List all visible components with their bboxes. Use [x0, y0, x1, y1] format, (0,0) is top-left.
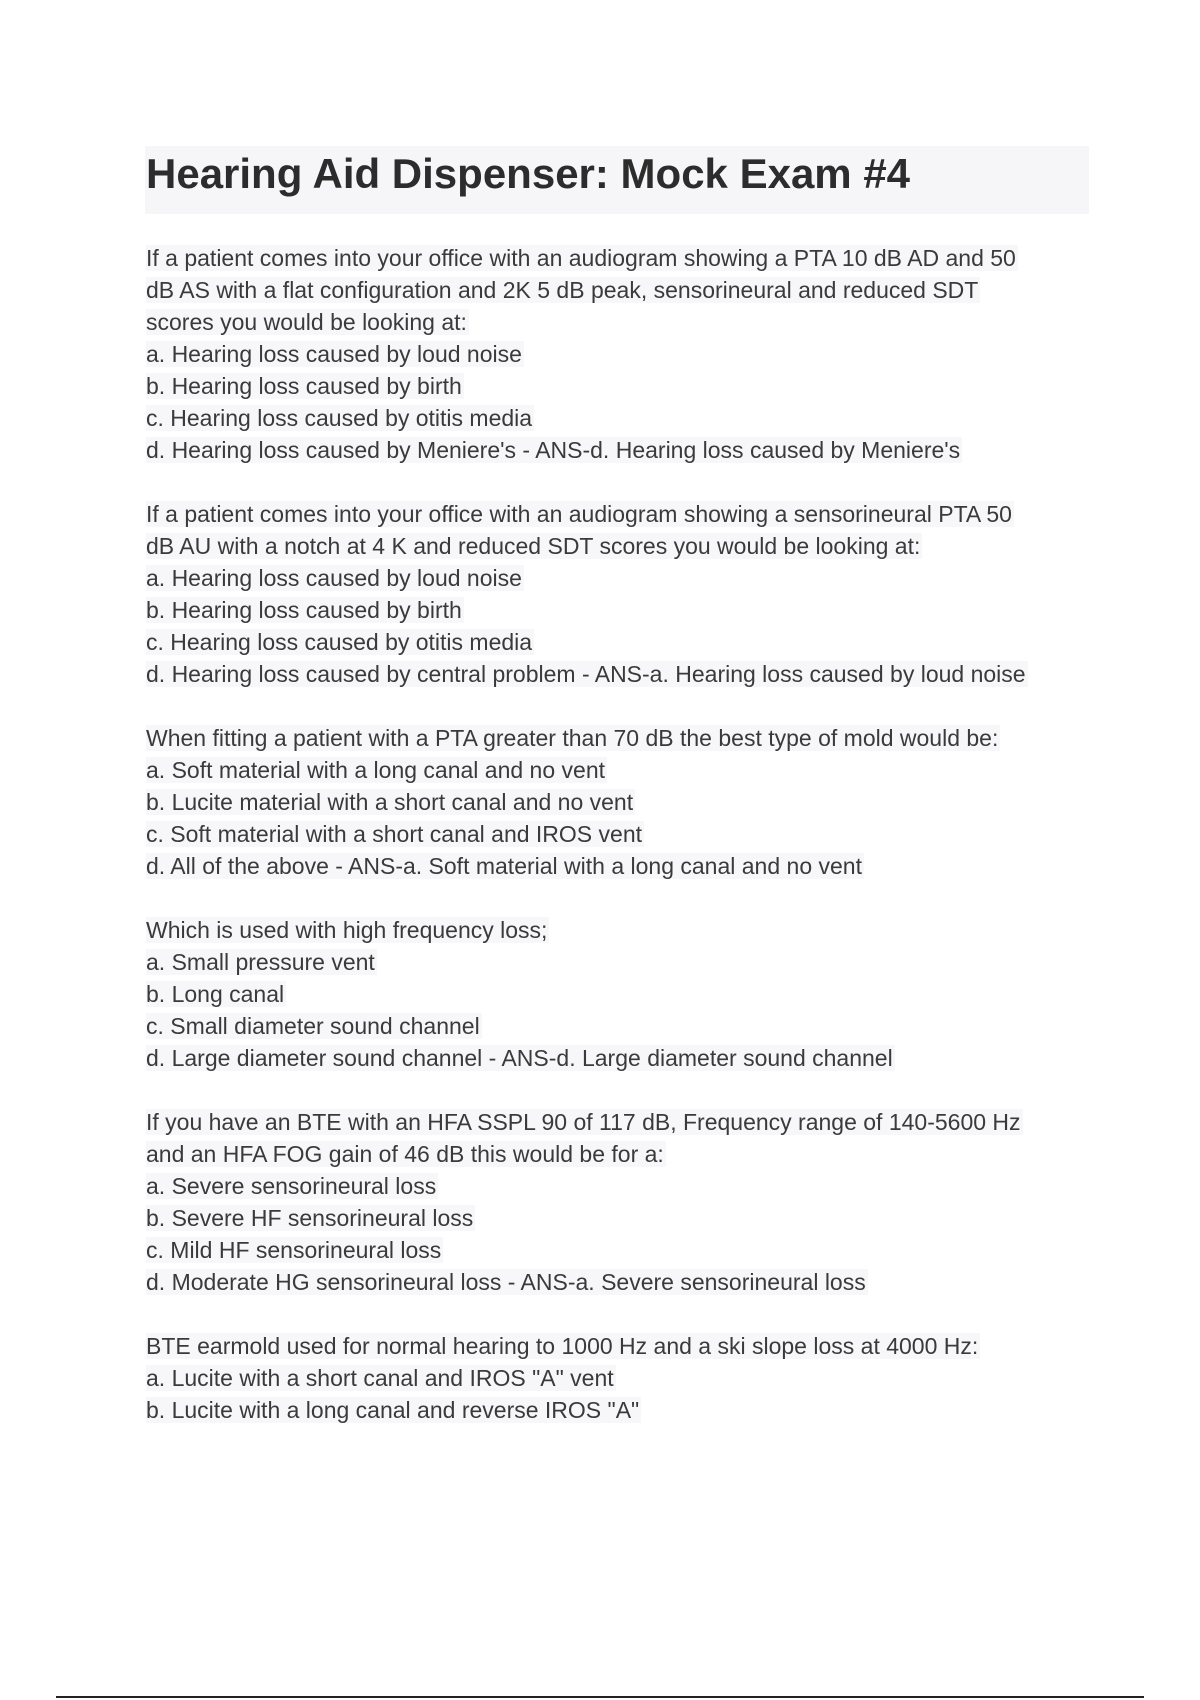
question-block — [146, 498, 1106, 690]
question-list — [146, 242, 1106, 1458]
answer-option: a. Hearing loss caused by loud noise — [146, 565, 522, 591]
answer-option: d. Hearing loss caused by Meniere's - ANS-d. Hearing loss caused by Meniere's — [146, 437, 961, 463]
answer-option: d. Moderate HG sensorineural loss - ANS-a. Severe sensorineural loss — [146, 1269, 866, 1295]
question-line: scores you would be looking at: — [146, 309, 467, 335]
answer-option: a. Lucite with a short canal and IROS "A" vent — [146, 1365, 614, 1391]
answer-option: d. Hearing loss caused by central problem - ANS-a. Hearing loss caused by loud noise — [146, 661, 1026, 687]
question-line: and an HFA FOG gain of 46 dB this would be for a: — [146, 1141, 664, 1167]
question-block — [146, 914, 1106, 1074]
question-line: If you have an BTE with an HFA SSPL 90 of 117 dB, Frequency range of 140-5600 Hz — [146, 1109, 1021, 1135]
answer-option: b. Long canal — [146, 981, 285, 1007]
question-block — [146, 1106, 1106, 1298]
answer-option: c. Mild HF sensorineural loss — [146, 1237, 442, 1263]
answer-option: b. Hearing loss caused by birth — [146, 373, 462, 399]
question-block — [146, 722, 1106, 882]
answer-option: a. Hearing loss caused by loud noise — [146, 341, 522, 367]
question-block — [146, 242, 1106, 466]
answer-option: b. Severe HF sensorineural loss — [146, 1205, 474, 1231]
answer-option: b. Lucite material with a short canal and no vent — [146, 789, 634, 815]
question-line: If a patient comes into your office with an audiogram showing a sensorineural PTA 50 — [146, 501, 1012, 527]
answer-option: d. All of the above - ANS-a. Soft material with a long canal and no vent — [146, 853, 862, 879]
page-bottom-rule — [56, 1696, 1144, 1698]
answer-option: c. Small diameter sound channel — [146, 1013, 480, 1039]
answer-option: a. Severe sensorineural loss — [146, 1173, 437, 1199]
answer-option: a. Soft material with a long canal and no vent — [146, 757, 606, 783]
answer-option: b. Hearing loss caused by birth — [146, 597, 462, 623]
question-line: Which is used with high frequency loss; — [146, 917, 548, 943]
question-line: dB AS with a flat configuration and 2K 5 dB peak, sensorineural and reduced SDT — [146, 277, 979, 303]
question-line: BTE earmold used for normal hearing to 1000 Hz and a ski slope loss at 4000 Hz: — [146, 1333, 979, 1359]
answer-option: a. Small pressure vent — [146, 949, 375, 975]
question-line: dB AU with a notch at 4 K and reduced SDT scores you would be looking at: — [146, 533, 921, 559]
question-block — [146, 1330, 1106, 1426]
answer-option: d. Large diameter sound channel - ANS-d. Large diameter sound channel — [146, 1045, 893, 1071]
answer-option: c. Hearing loss caused by otitis media — [146, 629, 533, 655]
answer-option: c. Hearing loss caused by otitis media — [146, 405, 533, 431]
page-title: Hearing Aid Dispenser: Mock Exam #4 — [146, 150, 911, 197]
question-line: When fitting a patient with a PTA greater than 70 dB the best type of mold would be: — [146, 725, 999, 751]
answer-option: c. Soft material with a short canal and IROS vent — [146, 821, 643, 847]
answer-option: b. Lucite with a long canal and reverse IROS "A" — [146, 1397, 640, 1423]
question-line: If a patient comes into your office with an audiogram showing a PTA 10 dB AD and 50 — [146, 245, 1016, 271]
